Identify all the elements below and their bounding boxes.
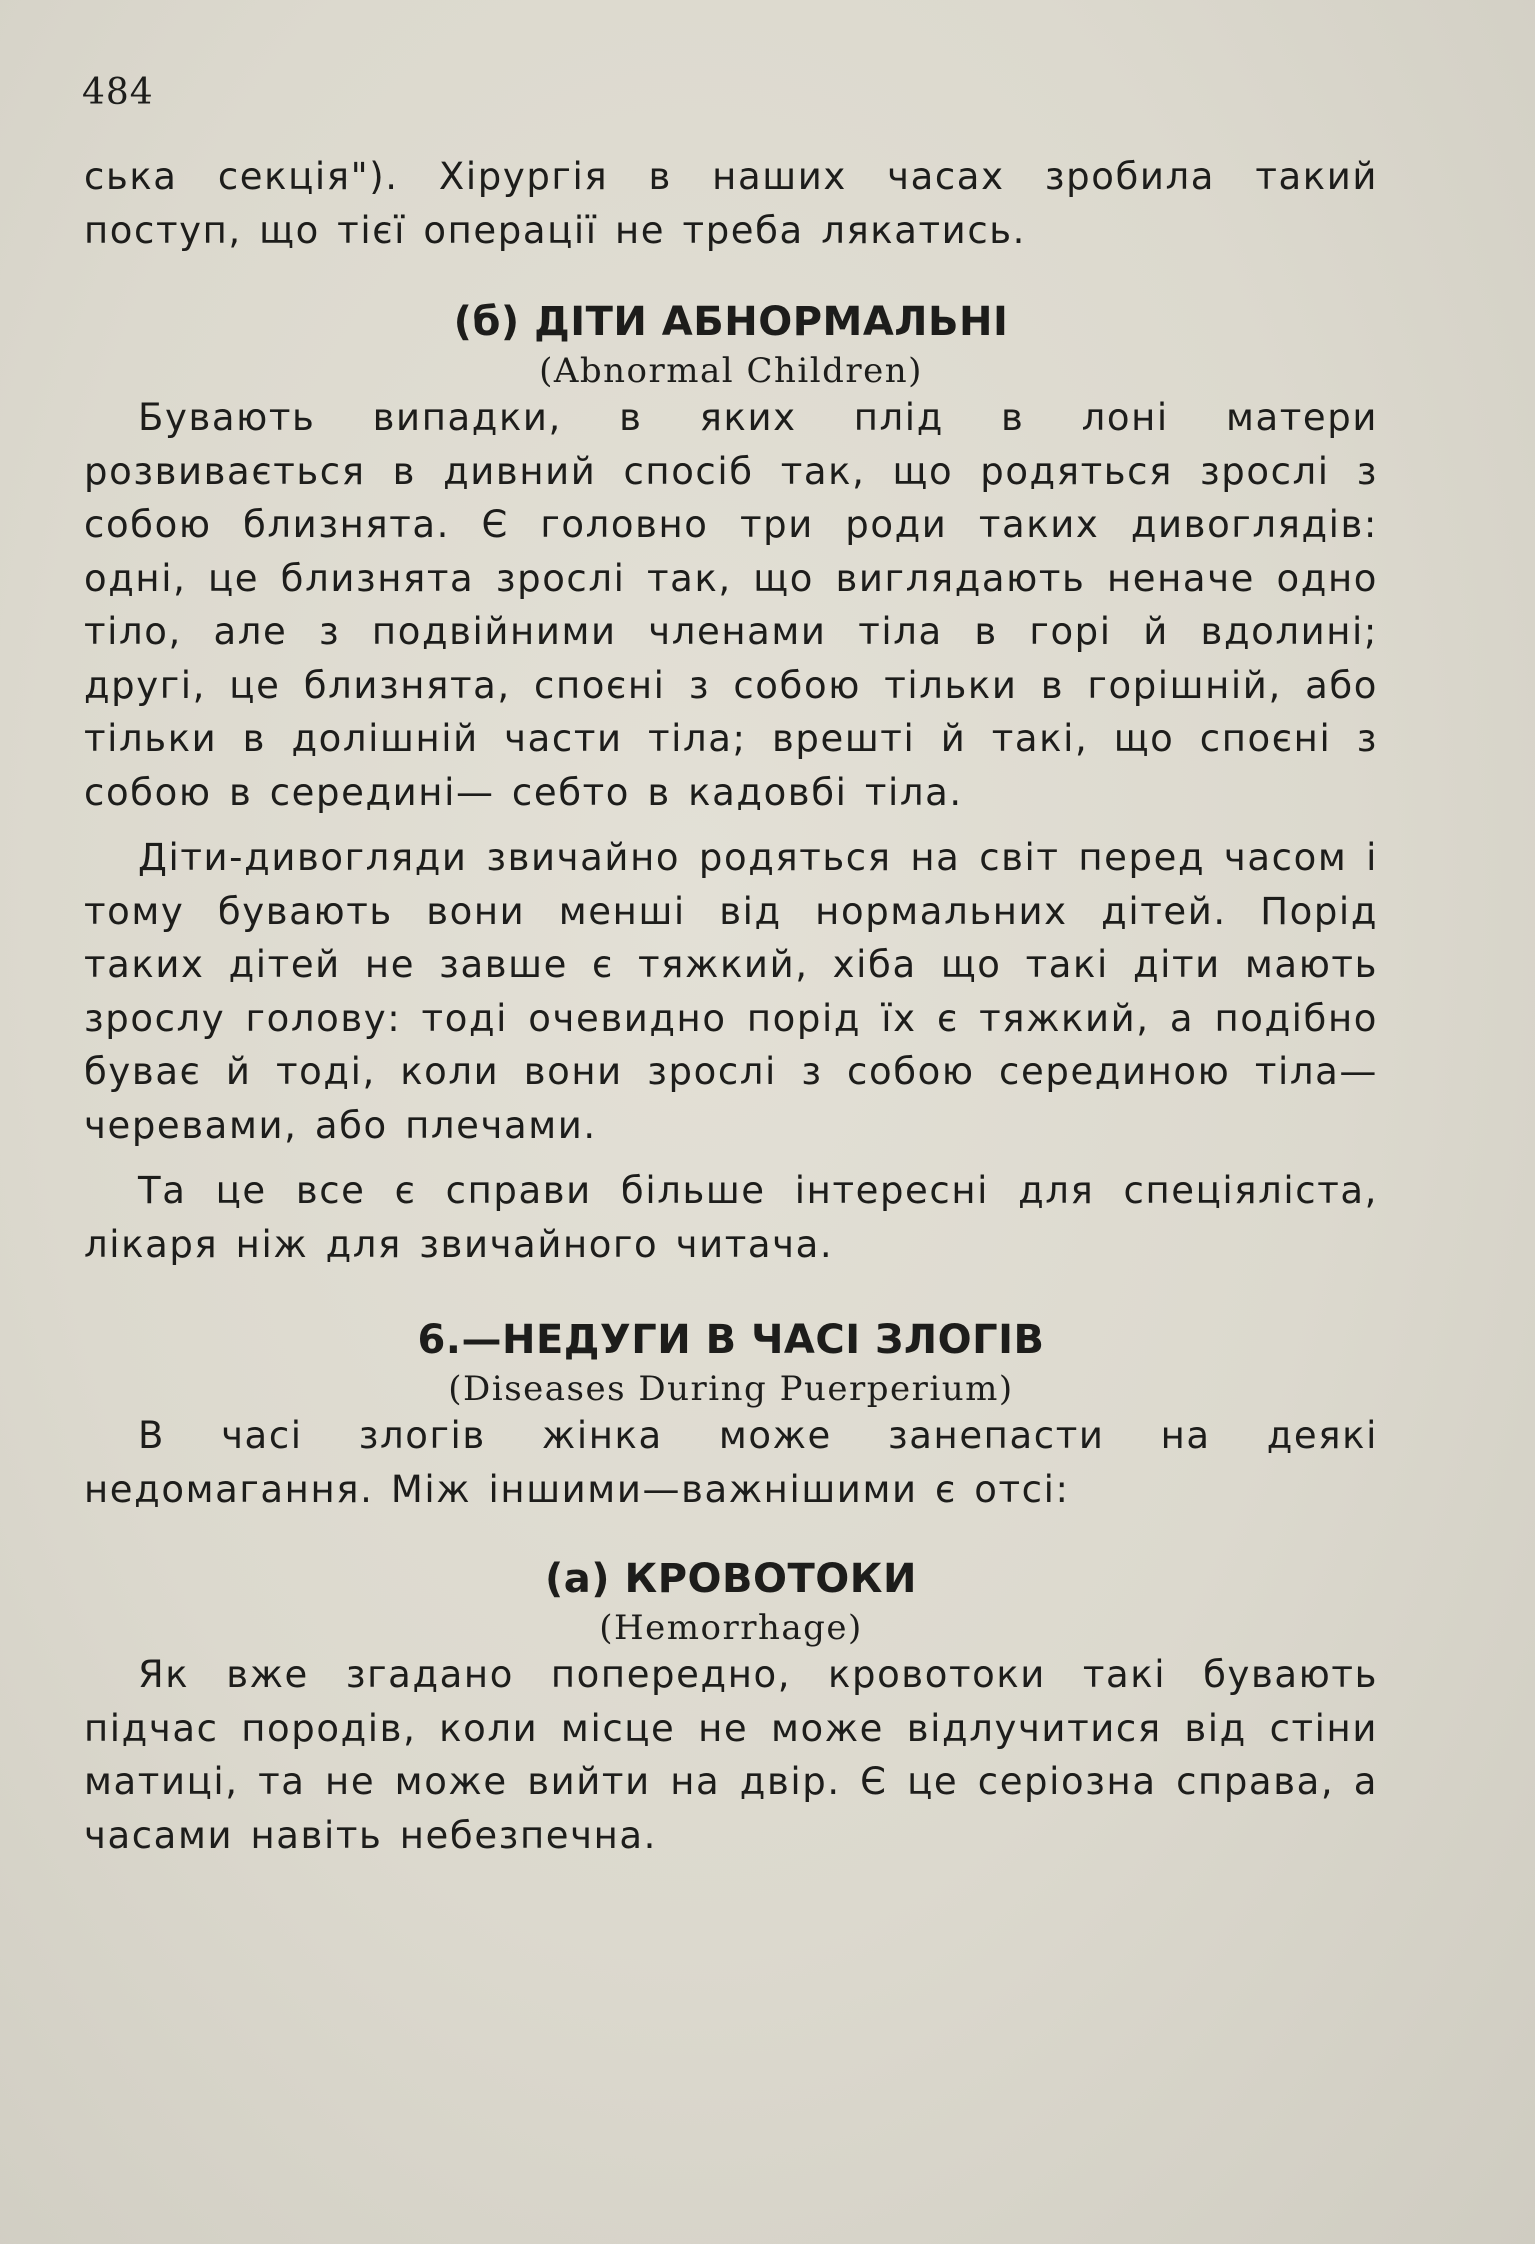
section-a-subheading: (Hemorrhage) bbox=[599, 1608, 863, 1648]
text-column bbox=[84, 150, 1378, 1862]
page-number: 484 bbox=[82, 72, 154, 113]
section-6-subheading: (Diseases During Puerperium) bbox=[448, 1369, 1014, 1409]
section-b-paragraph-3: Та це все є справи більше інтересні для спеціяліста, лікаря ніж для звичайного читача. bbox=[84, 1169, 1378, 1266]
section-b-subheading: (Abnormal Children) bbox=[539, 351, 923, 391]
section-b-paragraph-2: Діти-дивогляди звичайно родяться на світ перед часом і тому бувають вони менші від нормальних дітей. Порід таких дітей не завше є тяжкий, хіба що такі діти мають зрослу голову: тоді очевидно порід їх є тяжкий, а подібно буває й тоді, коли вони зрослі з собою серединою тіла—черевами, або плечами. bbox=[84, 836, 1378, 1147]
intro-paragraph: ська секція"). Хірургія в наших часах зробила такий поступ, що тієї операції не треба лякатись. bbox=[84, 155, 1378, 252]
section-a-heading: (а) КРОВОТОКИ bbox=[545, 1556, 917, 1602]
section-6-heading: 6.—НЕДУГИ В ЧАСІ ЗЛОГІВ bbox=[417, 1317, 1045, 1363]
section-6-paragraph: В часі злогів жінка може занепасти на деякі недомагання. Між іншими—важнішими є отсі: bbox=[84, 1414, 1378, 1511]
section-b-paragraph-1: Бувають випадки, в яких плід в лоні матери розвивається в дивний спосіб так, що родяться зрослі з собою близнята. Є головно три роди таких дивоглядів: одні, це близнята зрослі так, що виглядають неначе одно тіло, але з подвійними членами тіла в горі й вдолині; другі, це близнята, споєні з собою тільки в горішній, або тільки в долішній части тіла; врешті й такі, що споєні з собою в середині— себто в кадовбі тіла. bbox=[84, 396, 1378, 814]
section-b-heading: (б) ДІТИ АБНОРМАЛЬНІ bbox=[453, 299, 1009, 345]
section-a-paragraph: Як вже згадано попередно, кровотоки такі бувають підчас породів, коли місце не може відлучитися від стіни матиці, та не може вийти на двір. Є це серіозна справа, а часами навіть небезпечна. bbox=[84, 1653, 1378, 1857]
